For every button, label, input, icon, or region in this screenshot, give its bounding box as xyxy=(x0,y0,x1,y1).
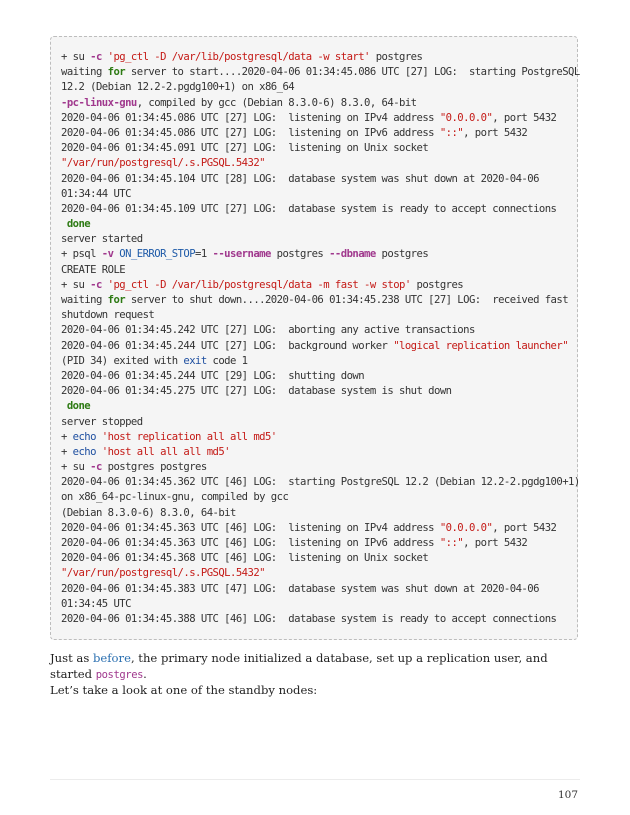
code-token: 2020-04-06 01:34:45.086 UTC [27] LOG: listening on IPv6 address xyxy=(61,126,440,139)
code-line xyxy=(61,582,577,597)
code-line xyxy=(61,460,577,475)
code-token: =1 xyxy=(195,248,213,261)
code-token: 'host replication all all md5' xyxy=(101,430,277,443)
code-token: "logical replication launcher" xyxy=(393,339,569,352)
code-token: postgres xyxy=(410,278,464,291)
footer-divider xyxy=(50,779,580,780)
code-token: done xyxy=(66,400,91,413)
code-token: postgres xyxy=(375,248,429,261)
code-token: "::" xyxy=(439,537,464,549)
code-line xyxy=(61,80,577,95)
code-token: 'host all all all md5' xyxy=(101,445,231,458)
code-token: 2020-04-06 01:34:45.275 UTC [27] LOG: database system is shut down xyxy=(61,385,452,398)
code-token: server to start....2020-04-06 01:34:45.086 UTC [27] LOG: starting PostgreSQL xyxy=(125,66,580,79)
code-token: shutdown request xyxy=(61,309,155,322)
inline-code-postgres: postgres xyxy=(95,669,144,681)
code-token: "/var/run/postgresql/.s.PGSQL.5432" xyxy=(61,157,265,170)
code-token: on x86_64-pc-linux-gnu, compiled by gcc xyxy=(61,491,289,504)
para1-text-middle: , the primary node initialized a database, set up a replication user, and started xyxy=(50,651,548,681)
code-token: CREATE ROLE xyxy=(61,263,126,276)
code-line xyxy=(61,65,580,80)
code-token: + su xyxy=(61,51,91,63)
code-token: waiting xyxy=(61,66,108,79)
code-token: + xyxy=(61,430,73,443)
code-line xyxy=(61,521,577,536)
code-token: "0.0.0.0" xyxy=(439,521,493,534)
code-line xyxy=(61,323,577,338)
code-line xyxy=(61,384,577,399)
code-token: -pc-linux-gnu xyxy=(61,96,137,109)
code-token: server stopped xyxy=(61,415,143,428)
code-token: 'pg_ctl -D /var/lib/postgresql/data -m fast -w stop' xyxy=(107,278,411,291)
code-token: + su xyxy=(61,461,91,474)
paragraph-standby-intro: Let’s take a look at one of the standby nodes: xyxy=(50,683,318,697)
code-token: 01:34:45 UTC xyxy=(61,597,131,610)
code-line xyxy=(61,445,577,460)
before-link[interactable]: before xyxy=(92,651,131,665)
code-token: echo xyxy=(72,430,96,443)
code-token: postgres xyxy=(270,248,330,261)
code-line xyxy=(61,217,577,232)
code-token: 2020-04-06 01:34:45.091 UTC [27] LOG: listening on Unix socket xyxy=(61,142,429,155)
code-line xyxy=(61,278,577,293)
code-token: + psql xyxy=(61,248,102,261)
code-token: (PID 34) exited with xyxy=(61,354,184,367)
code-line xyxy=(61,506,577,521)
code-token: exit xyxy=(183,354,207,367)
code-listing xyxy=(61,50,580,627)
code-line xyxy=(61,232,577,247)
code-token: code 1 xyxy=(206,354,248,367)
code-token: server to shut down....2020-04-06 01:34:45.238 UTC [27] LOG: received fast xyxy=(125,294,569,306)
code-token: 2020-04-06 01:34:45.363 UTC [46] LOG: listening on IPv4 address xyxy=(61,521,440,534)
code-token: --username xyxy=(212,248,271,261)
code-token: -v xyxy=(101,248,114,261)
code-block xyxy=(50,36,578,640)
code-token: 2020-04-06 01:34:45.244 UTC [29] LOG: shutting down xyxy=(61,369,365,382)
code-token: 2020-04-06 01:34:45.388 UTC [46] LOG: database system is ready to accept connections xyxy=(61,612,557,625)
code-token: --dbname xyxy=(329,248,376,261)
code-token: 2020-04-06 01:34:45.383 UTC [47] LOG: database system was shut down at 2020-04-06 xyxy=(61,582,539,595)
code-token: 2020-04-06 01:34:45.368 UTC [46] LOG: listening on Unix socket xyxy=(61,552,429,565)
code-token: 12.2 (Debian 12.2-2.pgdg100+1) on x86_64 xyxy=(61,81,295,94)
code-line xyxy=(61,111,577,126)
code-token: , port 5432 xyxy=(463,537,528,549)
code-line xyxy=(61,156,577,171)
code-token: 2020-04-06 01:34:45.104 UTC [28] LOG: database system was shut down at 2020-04-06 xyxy=(61,172,539,185)
code-line xyxy=(61,612,577,627)
code-line xyxy=(61,308,577,323)
code-token: -c xyxy=(90,278,102,291)
code-token: 01:34:44 UTC xyxy=(61,187,131,200)
code-token: 'pg_ctl -D /var/lib/postgresql/data -w start' xyxy=(107,51,370,63)
code-line xyxy=(61,96,577,111)
code-line xyxy=(61,475,580,490)
code-token: , port 5432 xyxy=(492,111,557,124)
code-line xyxy=(61,126,577,141)
code-line xyxy=(61,430,577,445)
para1-text-start: Just as xyxy=(50,651,93,665)
code-token: + su xyxy=(61,278,91,291)
code-token: 2020-04-06 01:34:45.242 UTC [27] LOG: aborting any active transactions xyxy=(61,324,475,337)
code-line xyxy=(61,172,577,187)
code-line xyxy=(61,293,577,308)
code-token: (Debian 8.3.0-6) 8.3.0, 64-bit xyxy=(61,506,236,519)
code-token: for xyxy=(107,66,126,79)
code-line xyxy=(61,369,577,384)
code-token: 2020-04-06 01:34:45.363 UTC [46] LOG: listening on IPv6 address xyxy=(61,537,440,549)
code-token: done xyxy=(66,218,91,231)
code-line xyxy=(61,566,577,581)
code-token: , port 5432 xyxy=(463,126,528,139)
para1-text-end: . xyxy=(143,667,147,681)
code-line xyxy=(61,339,577,354)
code-token: + xyxy=(61,445,73,458)
code-line xyxy=(61,202,577,217)
code-token: "/var/run/postgresql/.s.PGSQL.5432" xyxy=(61,567,265,580)
code-token: postgres postgres xyxy=(101,461,207,474)
page-number: 107 xyxy=(557,789,578,801)
code-line xyxy=(61,597,577,612)
code-token: for xyxy=(107,294,126,306)
code-line xyxy=(61,490,577,505)
code-token: "::" xyxy=(439,126,464,139)
code-line xyxy=(61,536,577,551)
code-line xyxy=(61,141,577,156)
code-token: ON_ERROR_STOP xyxy=(119,248,196,261)
code-token: , compiled by gcc (Debian 8.3.0-6) 8.3.0, 64-bit xyxy=(136,96,417,109)
code-line xyxy=(61,399,577,414)
code-line xyxy=(61,354,577,369)
code-token: server started xyxy=(61,233,143,246)
code-token: 2020-04-06 01:34:45.244 UTC [27] LOG: background worker xyxy=(61,339,394,352)
code-line xyxy=(61,263,577,278)
code-token: waiting xyxy=(61,294,108,306)
code-line xyxy=(61,247,577,262)
code-line xyxy=(61,187,577,202)
code-token: echo xyxy=(72,445,96,458)
code-token: -c xyxy=(90,51,102,63)
code-token: -c xyxy=(90,461,102,474)
code-line xyxy=(61,415,577,430)
code-token: 2020-04-06 01:34:45.109 UTC [27] LOG: database system is ready to accept connections xyxy=(61,202,557,215)
code-token: 2020-04-06 01:34:45.362 UTC [46] LOG: starting PostgreSQL 12.2 (Debian 12.2-2.pgdg100+1) xyxy=(61,476,580,489)
code-line xyxy=(61,551,577,566)
code-token: 2020-04-06 01:34:45.086 UTC [27] LOG: listening on IPv4 address xyxy=(61,111,440,124)
paragraph-primary-node xyxy=(50,650,580,683)
code-line xyxy=(61,50,577,65)
code-token: postgres xyxy=(369,51,423,63)
code-token: "0.0.0.0" xyxy=(439,111,493,124)
code-token: , port 5432 xyxy=(492,521,557,534)
